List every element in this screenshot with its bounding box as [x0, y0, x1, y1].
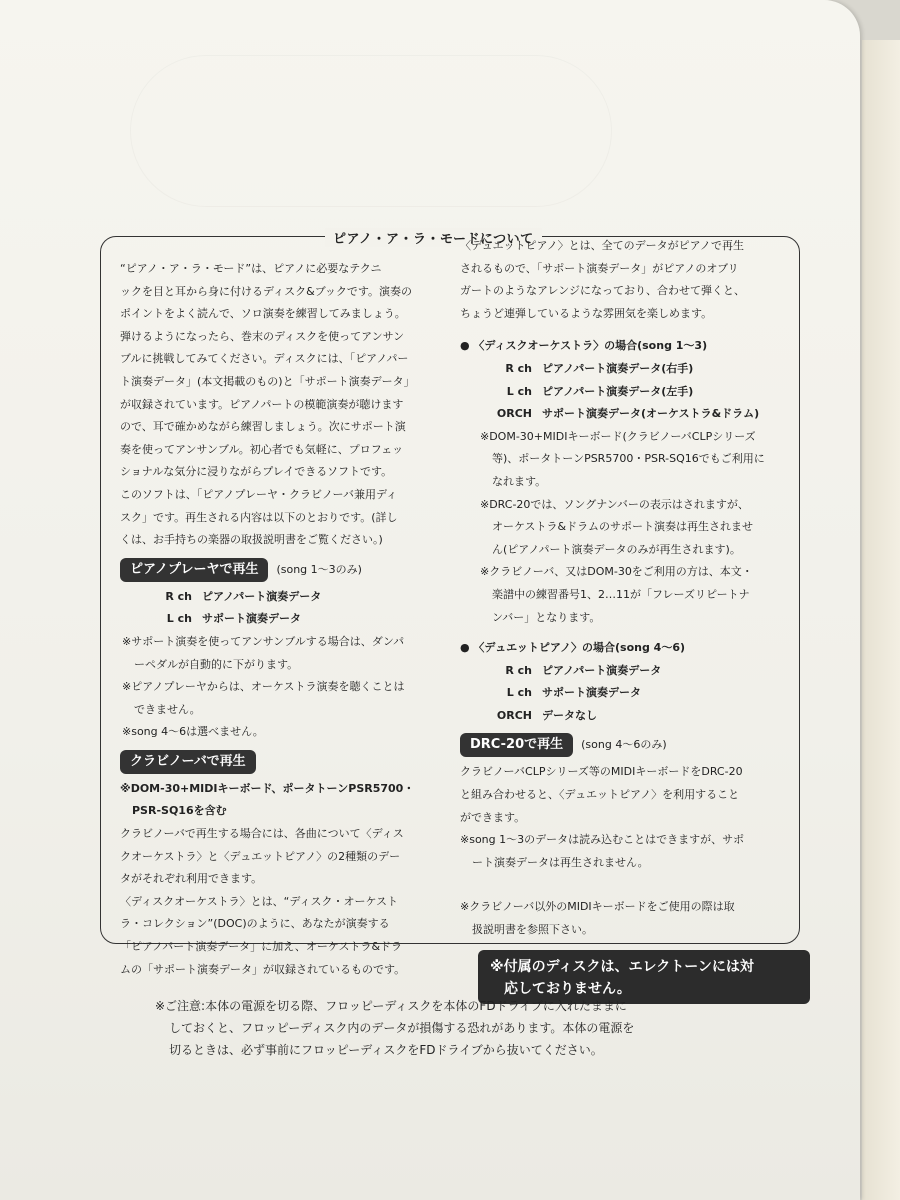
channel-key: R ch	[505, 361, 532, 375]
text-line: ラ・コレクション”(DOC)のように、あなたが演奏する	[120, 917, 390, 931]
text-line: 弾けるようになったら、巻末のディスクを使ってアンサン	[120, 329, 405, 343]
text-line: ート演奏データは再生されません。	[472, 855, 649, 869]
text-line: が収録されています。ピアノパートの模範演奏が聴けます	[120, 397, 404, 411]
player-heading	[120, 558, 445, 582]
player-note: (song 1〜3のみ)	[276, 562, 362, 576]
channel-row	[120, 586, 445, 609]
right-column	[460, 235, 800, 942]
text-line: ブルに挑戦してみてください。ディスクには、「ピアノパー	[120, 352, 409, 366]
midi-note	[460, 896, 800, 941]
text-line: ポイントをよく読んで、ソロ演奏を練習してみましょう。	[120, 307, 406, 321]
text-line: ※クラビノーバ、又はDOM-30をご利用の方は、本文・	[480, 565, 753, 579]
text-line: 「ピアノパート演奏データ」に加え、オーケストラ&ドラ	[120, 940, 403, 954]
channel-key: ORCH	[496, 708, 532, 722]
channel-value: ピアノパート演奏データ(左手)	[542, 384, 694, 398]
channel-key: L ch	[166, 612, 192, 626]
text-line: ーペダルが自動的に下がります。	[134, 657, 299, 671]
text-line: ショナルな気分に浸りながらプレイできるソフトです。	[120, 465, 393, 479]
left-column	[120, 258, 445, 981]
text-line: しておくと、フロッピーディスク内のデータが損傷する恐れがあります。本体の電源を	[169, 1021, 635, 1035]
clavinova-heading	[120, 750, 445, 774]
text-line: クオーケストラ〉と〈デュエットピアノ〉の2種類のデー	[120, 849, 401, 863]
text-line: ので、耳で確かめながら練習しましょう。次にサポート演	[120, 420, 406, 434]
text-line: ※DOM-30+MIDIキーボード、ポータトーンPSR5700・	[120, 781, 415, 795]
player-rows	[120, 586, 445, 631]
channel-row	[460, 358, 800, 381]
duet-heading: ● 〈デュエットピアノ〉の場合(song 4〜6)	[460, 641, 685, 655]
next-page-edge	[862, 40, 900, 1200]
text-line: ックを目と耳から身に付けるディスク&ブックです。演奏の	[120, 284, 413, 298]
channel-row	[460, 682, 800, 705]
text-line: ちょうど連弾しているような雰囲気を楽しめます。	[460, 306, 713, 320]
drc-label: DRC-20で再生	[460, 733, 573, 757]
channel-key: R ch	[165, 589, 192, 603]
channel-row	[460, 403, 800, 426]
orchestra-heading: ● 〈ディスクオーケストラ〉の場合(song 1〜3)	[460, 339, 708, 353]
text-line: ※付属のディスクは、エレクトーンには対	[490, 959, 754, 975]
text-line: できません。	[134, 702, 201, 716]
section-title: ピアノ・ア・ラ・モードについて	[325, 228, 542, 247]
orchestra-rows	[460, 358, 800, 426]
text-line: と組み合わせると、〈デュエットピアノ〉を利用すること	[460, 788, 740, 802]
channel-key: ORCH	[496, 407, 532, 421]
text-line: ※song 1〜3のデータは読み込むことはできますが、サポ	[460, 833, 745, 847]
text-line: されるもので、「サポート演奏データ」がピアノのオブリ	[460, 261, 739, 275]
caution-note	[155, 995, 755, 1061]
text-line: ガートのようなアレンジになっており、合わせて弾くと、	[460, 284, 746, 298]
channel-row	[120, 608, 445, 631]
text-line: 応しておりません。	[504, 981, 631, 997]
text-line: 楽譜中の練習番号1、2…11が「フレーズリピートナ	[492, 587, 750, 601]
text-line: スク」です。再生される内容は以下のとおりです。(詳し	[120, 510, 398, 524]
text-line: なれます。	[492, 474, 547, 488]
text-line: クラビノーバで再生する場合には、各曲について〈ディス	[120, 827, 404, 841]
text-line: このソフトは、「ピアノプレーヤ・クラビノーバ兼用ディ	[120, 487, 398, 501]
duet-intro	[460, 235, 800, 325]
text-line: “ピアノ・ア・ラ・モード”は、ピアノに必要なテクニ	[120, 262, 382, 275]
text-line: ※DOM-30+MIDIキーボード(クラビノーバCLPシリーズ	[480, 429, 756, 443]
clavinova-label: クラビノーバで再生	[120, 750, 256, 774]
drc-note: (song 4〜6のみ)	[581, 738, 667, 752]
text-line: オーケストラ&ドラムのサポート演奏は再生されませ	[492, 520, 754, 534]
channel-value: サポート演奏データ(オーケストラ&ドラム)	[542, 407, 760, 421]
duet-rows	[460, 660, 800, 728]
text-line: 等)、ポータトーンPSR5700・PSR-SQ16でもご利用に	[492, 452, 765, 466]
drc-text	[460, 761, 800, 874]
channel-row	[460, 660, 800, 683]
text-line: 奏を使ってアンサンブル。初心者でも気軽に、プロフェッ	[120, 442, 404, 456]
text-line: ンバー」となります。	[492, 610, 601, 624]
channel-key: L ch	[506, 686, 532, 700]
intro-paragraph	[120, 258, 445, 552]
channel-value: サポート演奏データ	[202, 612, 301, 626]
text-line: ※サポート演奏を使ってアンサンブルする場合は、ダンパ	[122, 634, 405, 648]
channel-value: ピアノパート演奏データ	[202, 589, 322, 603]
text-line: ※DRC-20では、ソングナンバーの表示はされますが、	[480, 497, 749, 511]
clavinova-text	[120, 778, 445, 981]
text-line: くは、お手持ちの楽器の取扱説明書をご覧ください。)	[120, 533, 383, 547]
channel-value: ピアノパート演奏データ	[542, 663, 662, 677]
text-line: ん(ピアノパート演奏データのみが再生されます)。	[492, 542, 741, 556]
text-line: クラビノーバCLPシリーズ等のMIDIキーボードをDRC-20	[460, 765, 743, 779]
text-line: ができます。	[460, 810, 526, 824]
player-label: ピアノプレーヤで再生	[120, 558, 268, 582]
text-line: ※song 4〜6は選べません。	[122, 725, 264, 739]
text-line: タがそれぞれ利用できます。	[120, 872, 263, 886]
text-line: ※クラビノーバ以外のMIDIキーボードをご使用の際は取	[460, 900, 735, 914]
text-line: ト演奏データ」(本文掲載のもの)と「サポート演奏データ」	[120, 374, 415, 388]
text-line: 〈デュエットピアノ〉とは、全てのデータがピアノで再生	[460, 239, 745, 252]
drc-heading	[460, 733, 800, 757]
channel-key: R ch	[505, 663, 532, 677]
text-line: 切るときは、必ず事前にフロッピーディスクをFDドライブから抜いてください。	[169, 1043, 603, 1057]
text-line: ※ピアノプレーヤからは、オーケストラ演奏を聴くことは	[122, 680, 405, 694]
channel-key: L ch	[506, 384, 532, 398]
text-line: 扱説明書を参照下さい。	[472, 923, 593, 937]
channel-row	[460, 705, 800, 728]
channel-value: データなし	[542, 708, 597, 722]
orchestra-notes	[460, 426, 800, 629]
faint-watermark-logo	[130, 55, 612, 207]
channel-value: サポート演奏データ	[542, 686, 641, 700]
player-notes	[120, 631, 445, 744]
text-line: ムの「サポート演奏データ」が収録されているものです。	[120, 962, 406, 976]
channel-row	[460, 381, 800, 404]
text-line: ※ご注意:本体の電源を切る際、フロッピーディスクを本体のFDドライブに入れたままに	[155, 999, 627, 1013]
text-line: 〈ディスクオーケストラ〉とは、“ディスク・オーケスト	[120, 894, 399, 908]
text-line: PSR-SQ16を含む	[132, 804, 227, 818]
channel-value: ピアノパート演奏データ(右手)	[542, 361, 694, 375]
